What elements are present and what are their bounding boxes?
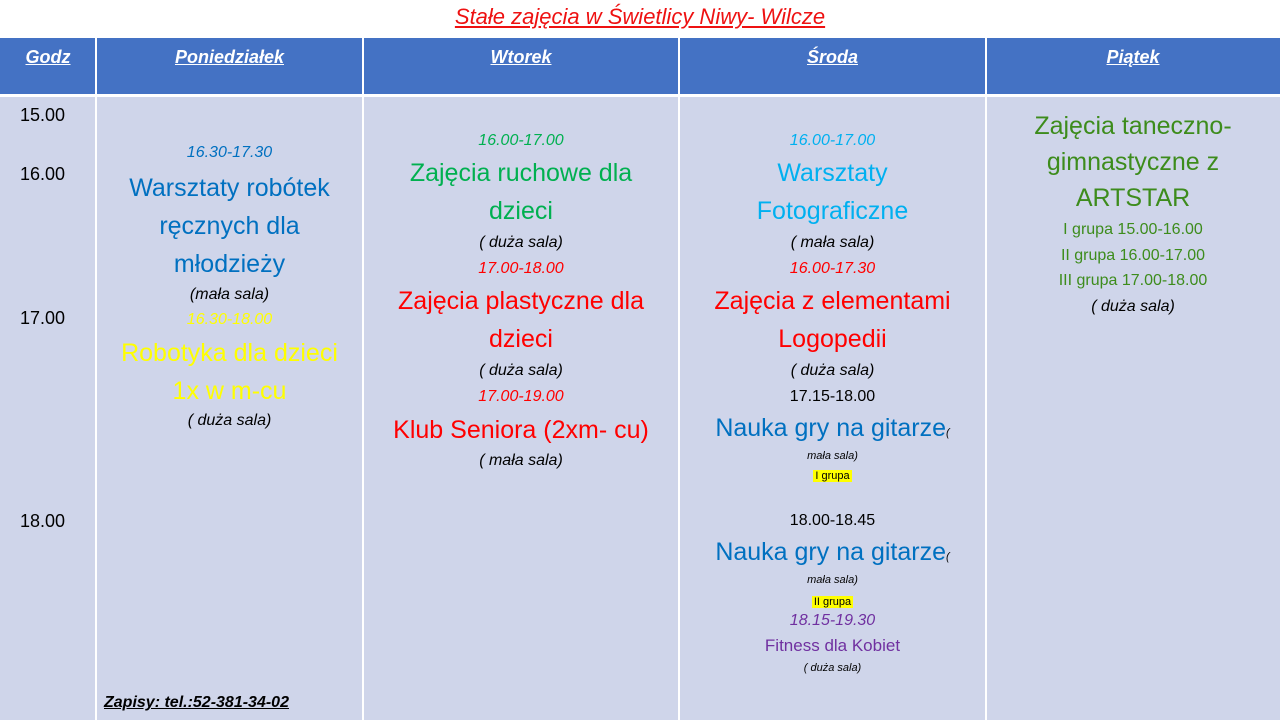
sr-activity-time: 18.15-19.30 — [789, 612, 876, 629]
sr-activity-name: Warsztaty Fotograficzne — [756, 159, 909, 225]
hour-label: 18.00 — [20, 511, 66, 531]
pt-activity-room: ( duża sala) — [1091, 298, 1175, 315]
header-wtorek: Wtorek — [363, 38, 679, 96]
pon-activity-room: (mała sala) — [189, 286, 270, 303]
pon-activity-room: ( duża sala) — [187, 412, 272, 429]
wt-activity-time: 16.00-17.00 — [478, 132, 564, 149]
zapisy-phone: Zapisy: tel.:52-381-34-02 — [104, 694, 289, 711]
column-godz — [0, 96, 96, 720]
sr-activity-time: 16.00-17.30 — [789, 260, 876, 277]
schedule-table — [0, 38, 1280, 720]
wt-activity-time: 17.00-18.00 — [478, 260, 564, 277]
hour-label: 16.00 — [20, 164, 66, 184]
header-sroda: Środa — [679, 38, 986, 96]
sr-guitar-2-name: Nauka gry na gitarze — [715, 538, 946, 566]
pt-group: I grupa 15.00-16.00 — [1063, 221, 1203, 238]
sr-guitar-1-room-open: ( — [946, 427, 950, 439]
sr-activity-name — [679, 414, 986, 443]
sr-activity-time: 16.00-17.00 — [789, 132, 876, 149]
sr-guitar-1-group: I grupa — [815, 470, 850, 482]
pt-activity-name: Zajęcia taneczno-gimnastyczne z ARTSTAR — [1034, 112, 1232, 212]
sr-activity-room: ( duża sala) — [803, 662, 862, 674]
header-piatek: Piątek — [986, 38, 1280, 96]
wt-activity-room: ( duża sala) — [479, 234, 563, 251]
sr-activity-time: 17.15-18.00 — [789, 388, 876, 405]
sr-guitar-2-group-row — [679, 592, 986, 609]
pt-group: III grupa 17.00-18.00 — [1058, 272, 1208, 289]
sr-guitar-2-room-open: ( — [946, 551, 950, 563]
pon-activity-time: 16.30-17.30 — [186, 144, 273, 161]
sr-guitar-2-room: mała sala) — [807, 574, 858, 586]
hour-label: 15.00 — [20, 105, 66, 125]
pt-group: II grupa 16.00-17.00 — [1060, 247, 1206, 264]
wt-activity-room: ( mała sala) — [479, 452, 563, 469]
sr-guitar-1-name: Nauka gry na gitarze — [715, 414, 946, 442]
sr-activity-room: ( mała sala) — [790, 234, 875, 251]
header-poniedzialek: Poniedziałek — [96, 38, 363, 96]
pon-activity-time: 16.30-18.00 — [186, 311, 273, 328]
wt-activity-room: ( duża sala) — [479, 362, 563, 379]
page-title: Stałe zajęcia w Świetlicy Niwy- Wilcze — [454, 4, 826, 29]
hour-label: 17.00 — [20, 308, 66, 328]
wt-activity-time: 17.00-19.00 — [478, 388, 564, 405]
sr-activity-name: Zajęcia z elementami Logopedii — [714, 287, 951, 353]
wt-activity-name: Zajęcia ruchowe dla dzieci — [409, 159, 633, 225]
sr-activity-room: ( duża sala) — [790, 362, 875, 379]
pon-activity-name: Robotyka dla dzieci 1x w m-cu — [121, 339, 338, 405]
sr-activity-name — [679, 538, 986, 567]
wt-activity-name: Klub Seniora (2xm- cu) — [393, 416, 649, 444]
sr-activity-name: Fitness dla Kobiet — [764, 636, 901, 655]
wt-activity-name: Zajęcia plastyczne dla dzieci — [398, 287, 644, 353]
pon-activity-name: Warsztaty robótek ręcznych dla młodzieży — [129, 174, 330, 278]
grid-line — [95, 38, 97, 720]
sr-activity-time: 18.00-18.45 — [789, 512, 876, 529]
sr-guitar-1-group-row — [679, 466, 986, 483]
header-godz: Godz — [0, 38, 96, 96]
sr-guitar-2-group: II grupa — [813, 596, 852, 608]
sr-guitar-1-room: mała sala) — [807, 450, 858, 462]
grid-line — [0, 94, 1280, 97]
